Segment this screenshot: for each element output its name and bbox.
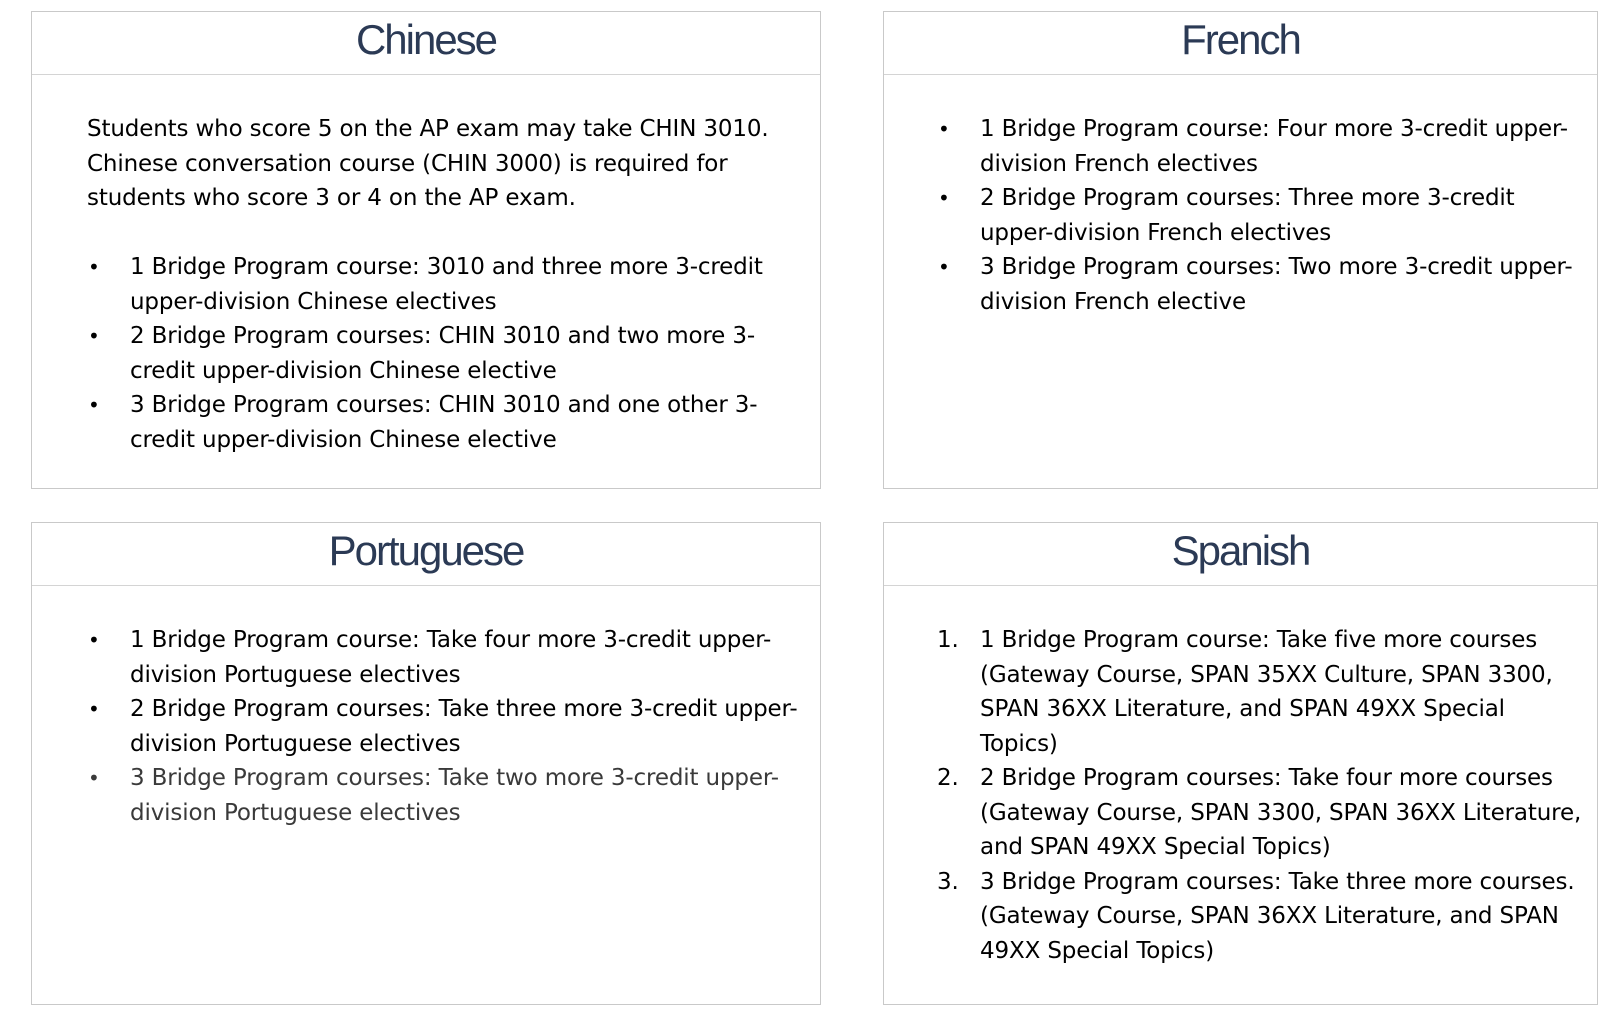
list-item — [87, 388, 802, 457]
spanish-list — [937, 623, 1585, 968]
chinese-card — [31, 11, 821, 489]
list-item-text: 1 Bridge Program course: Four more 3-credit upper-division French electives — [980, 116, 1568, 177]
list-item-text: 3 Bridge Program courses: CHIN 3010 and one other 3-credit upper-division Chinese elective — [130, 392, 758, 453]
list-item-text: 2 Bridge Program courses: Take three more 3-credit upper-division Portuguese electives — [130, 696, 798, 757]
list-item — [937, 112, 1585, 181]
list-item-text: 2 Bridge Program courses: Three more 3-credit upper-division French electives — [980, 185, 1515, 246]
spanish-title: Spanish — [884, 523, 1597, 586]
spanish-body — [937, 623, 1585, 968]
bullet-icon: • — [938, 117, 950, 141]
bullet-icon: • — [88, 393, 100, 417]
list-item-text: 1 Bridge Program course: Take four more 3-credit upper-division Portuguese electives — [130, 627, 772, 688]
list-item-text: 2 Bridge Program courses: CHIN 3010 and two more 3-credit upper-division Chinese elective — [130, 323, 755, 384]
bullet-icon: • — [88, 697, 100, 721]
bullet-icon: • — [938, 186, 950, 210]
portuguese-list — [87, 623, 802, 830]
list-item — [937, 181, 1585, 250]
list-item — [87, 319, 802, 388]
french-card — [883, 11, 1598, 489]
list-item — [937, 623, 1585, 761]
list-number: 3. — [937, 868, 959, 895]
chinese-intro: Students who score 5 on the AP exam may take CHIN 3010. Chinese conversation course (CHIN 3000) is required for students who score 3 or 4 on the AP exam. — [87, 116, 769, 211]
list-item-text: 3 Bridge Program courses: Take two more 3-credit upper-division Portuguese electives — [130, 765, 779, 826]
list-item — [937, 865, 1585, 969]
portuguese-body — [87, 623, 802, 830]
list-item-text: 3 Bridge Program courses: Two more 3-credit upper-division French elective — [980, 254, 1573, 315]
bullet-icon: • — [88, 766, 100, 790]
list-item-text: 2 Bridge Program courses: Take four more courses (Gateway Course, SPAN 3300, SPAN 36XX Literature, and SPAN 49XX Special Topics) — [980, 765, 1582, 860]
list-item-text: 3 Bridge Program courses: Take three more courses. (Gateway Course, SPAN 36XX Literature, and SPAN 49XX Special Topics) — [980, 868, 1575, 964]
bullet-icon: • — [938, 255, 950, 279]
list-item — [937, 250, 1585, 319]
french-title: French — [884, 12, 1597, 75]
list-number: 1. — [937, 627, 959, 653]
chinese-title: Chinese — [32, 12, 820, 75]
bullet-icon: • — [88, 324, 100, 348]
chinese-body — [87, 112, 802, 457]
list-item-text: 1 Bridge Program course: Take five more courses (Gateway Course, SPAN 35XX Culture, SPAN 3300, SPAN 36XX Literature, and SPAN 49XX Special Topics) — [980, 627, 1553, 757]
list-item — [87, 623, 802, 692]
french-body — [937, 112, 1585, 319]
portuguese-title: Portuguese — [32, 523, 820, 586]
bullet-icon: • — [88, 255, 100, 279]
bullet-icon: • — [88, 628, 100, 652]
list-item — [937, 761, 1585, 865]
spanish-card — [883, 522, 1598, 1005]
list-item — [87, 250, 802, 319]
list-item — [87, 761, 802, 830]
list-item-text: 1 Bridge Program course: 3010 and three more 3-credit upper-division Chinese electives — [130, 254, 763, 315]
chinese-list — [87, 250, 802, 457]
french-list — [937, 112, 1585, 319]
portuguese-card — [31, 522, 821, 1005]
list-item — [87, 692, 802, 761]
list-number: 2. — [937, 765, 959, 791]
